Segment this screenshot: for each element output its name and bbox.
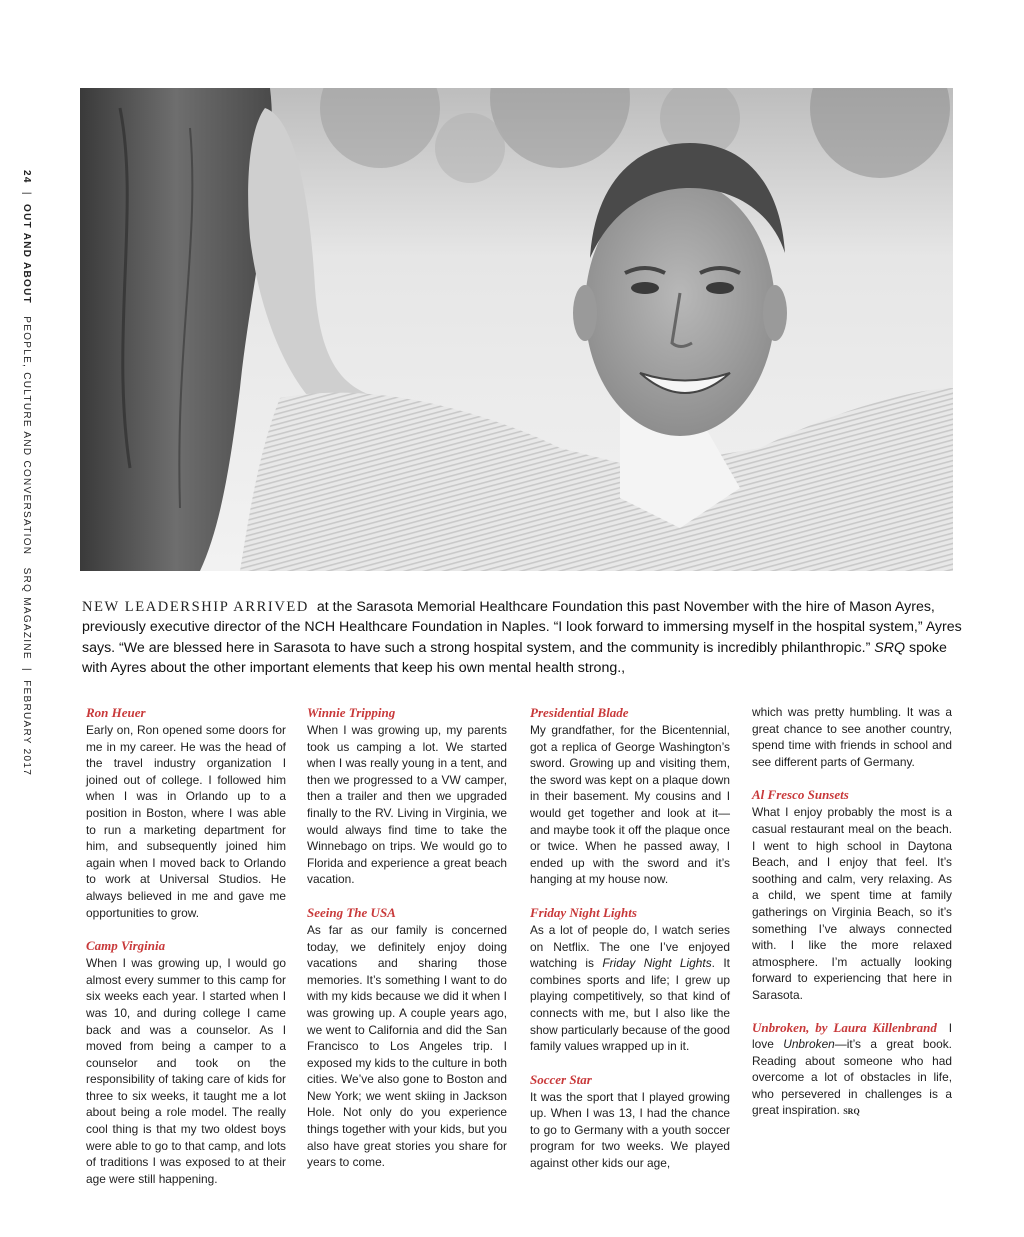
magazine-name: SRQ MAGAZINE <box>21 567 32 660</box>
column-3 <box>530 704 730 1188</box>
body-presidential-blade: My grandfather, for the Bicentennial, got a replica of George Washington’s sword. Growing up and visiting them, the sword was kept on a plaque down in their basement. My cousins and I would get together and look at it—and maybe took it off the plaque once or twice. When he passed away, I ended up with the sword and it’s hanging at my house now. <box>530 723 730 887</box>
body-soccer-star: It was the sport that I played growing up. When I was 13, I had the chance to go to Germany with a youth soccer program for two weeks. We played against other kids our age, <box>530 1089 730 1171</box>
srq-sign-off: SRQ <box>843 1107 860 1117</box>
heading-camp-virginia: Camp Virginia <box>86 938 166 954</box>
intro-lead: NEW LEADERSHIP ARRIVED <box>82 599 309 615</box>
running-head <box>6 0 58 1237</box>
page-number: 24 <box>21 170 32 184</box>
intro-paragraph <box>82 597 962 679</box>
subsection-title: PEOPLE, CULTURE AND CONVERSATION <box>21 316 32 556</box>
separator: | <box>21 191 32 196</box>
unbroken-title: Unbroken <box>783 1037 835 1052</box>
body-seeing-usa: As far as our family is concerned today, we definitely enjoy doing vacations and sharing those memories. It’s something I want to do with my kids because we did it when I was growing up. A couple years ago, we went to California and did the San Francisco to Los Angeles trip. I exposed my kids to the culture in both cities. We’ve also gone to Boston and New York; we went skiing in Jackson Hole. Not only do you experience things together with your kids, but you also have great stories you share for years to come. <box>307 922 507 1170</box>
section-title: OUT AND ABOUT <box>21 203 32 305</box>
fnl-title: Friday Night Lights <box>602 956 712 971</box>
heading-ron-heuer: Ron Heuer <box>86 705 146 720</box>
body-soccer-continued: which was pretty humbling. It was a great chance to see another country, spend time with friends in school and see different parts of Germany. <box>752 705 952 769</box>
body-winnie-tripping: When I was growing up, my parents took us camping a lot. We started when I was really young in a tent, and then we progressed to a VW camper, then a trailer and then we upgraded finally to the RV. Living in Virginia, we would always find time to take the Winnebago on trips. We would go to Florida and experience a great beach vacation. <box>307 723 507 887</box>
portrait-illustration <box>80 88 953 571</box>
portrait-photo <box>80 88 953 571</box>
heading-presidential-blade: Presidential Blade <box>530 705 629 720</box>
heading-al-fresco: Al Fresco Sunsets <box>752 787 849 803</box>
issue-date: FEBRUARY 2017 <box>21 680 32 777</box>
unbroken-text-end: —it’s a great book. Reading about someone who had overcome a lot of obstacles in life, who persevered in challenges is a great inspiration. <box>752 1037 952 1118</box>
heading-unbroken: Unbroken, by Laura Killenbrand <box>752 1019 937 1035</box>
heading-winnie-tripping: Winnie Tripping <box>307 705 396 720</box>
fnl-text: As a lot of people do, I watch series on Netflix. The one I’ve enjoyed watching is <box>530 922 730 971</box>
heading-friday-night-lights: Friday Night Lights <box>530 904 637 920</box>
separator: | <box>21 668 32 672</box>
heading-soccer-star: Soccer Star <box>530 1071 592 1087</box>
running-head-text <box>21 170 32 776</box>
body-al-fresco: What I enjoy probably the most is a casual restaurant meal on the beach. I went to high school in Daytona Beach, and I enjoy that feel. It’s soothing and calm, very relaxing. As a child, we spent time at family gatherings on Virginia Beach, so it’s something I’ve always connected with. I like the more relaxed atmosphere. I’m actually looking forward to experiencing that here in Sarasota. <box>752 805 952 1002</box>
column-4 <box>752 704 952 1137</box>
body-unbroken <box>752 1020 952 1122</box>
heading-seeing-usa: Seeing The USA <box>307 904 396 920</box>
intro-text-end: spoke with Ayres about the other important elements that keep his own mental health strong., <box>82 639 947 677</box>
column-1 <box>86 704 286 1203</box>
unbroken-text: I love <box>752 1020 953 1052</box>
body-ron-heuer: Early on, Ron opened some doors for me in my career. He was the head of the travel industry organization I joined out of college. I followed him when I was in Orlando up to a position in Boston, where I was able to run a marketing department for him, and subsequently joined him again when I moved back to Orlando to work at Universal Studios. He always believed in me and gave me opportunities to grow. <box>86 723 286 920</box>
fnl-text-end: . It combines sports and life; I grew up playing competitively, so that kind of connects with me, but I also like the show particularly because of the good family values wrapped up in it. <box>530 956 730 1054</box>
intro-text: at the Sarasota Memorial Healthcare Foundation this past November with the hire of Mason Ayres, previously executive director of the NCH Healthcare Foundation in Naples. “I look forward to immersing myself in the hospital system,” Ayres says. “We are blessed here in Sarasota to have such a strong hospital system, and the community is incredibly philanthropic.” <box>82 599 962 656</box>
body-friday-night-lights <box>530 922 730 1055</box>
body-camp-virginia: When I was growing up, I would go almost every summer to this camp for six weeks each year. I started when I was 10, and during college I came back and was a counselor. As I moved from being a camper to a counselor and took on the responsibility of taking care of kids for three to six weeks, it taught me a lot about being a role model. The really cool thing is that my two oldest boys were able to go to that camp, and lots of traditions I was exposed to at their age were still happening. <box>86 956 286 1186</box>
column-2 <box>307 704 507 1187</box>
intro-italic: SRQ <box>874 639 906 656</box>
